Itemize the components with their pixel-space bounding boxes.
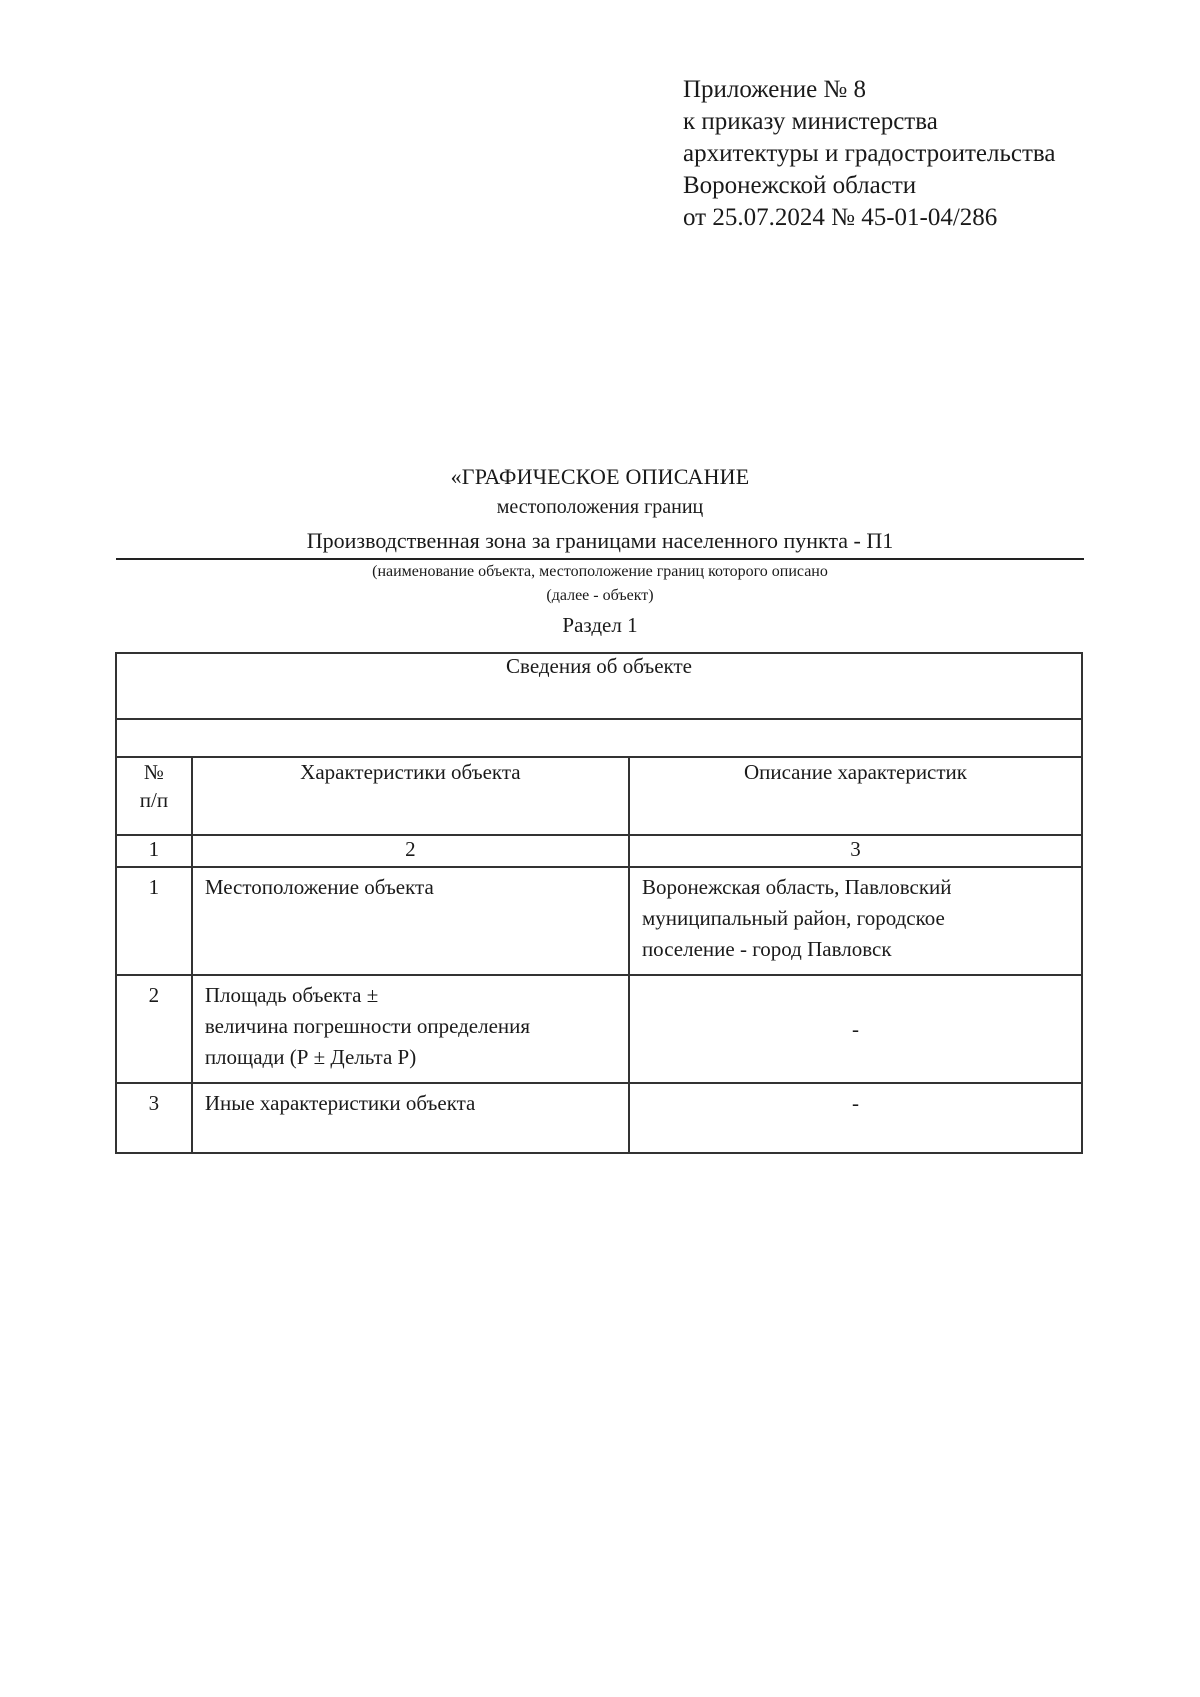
appendix-line: Приложение № 8 xyxy=(683,76,867,103)
object-name: Производственная зона за границами населенного пункта - П1 xyxy=(116,526,1084,560)
appendix-line: Воронежской области xyxy=(683,172,917,199)
table-row xyxy=(116,975,1082,1083)
table-column-numbers-row xyxy=(116,835,1082,867)
row-characteristic xyxy=(192,1083,629,1153)
description-line: муниципальный район, городское xyxy=(641,906,945,930)
table-heading-row xyxy=(116,653,1082,719)
row-description: - xyxy=(629,1083,1082,1153)
document-title-block xyxy=(116,462,1084,640)
description-line: Воронежская область, Павловский xyxy=(641,875,952,899)
appendix-line: к приказу министерства xyxy=(683,108,938,135)
table-blank-row xyxy=(116,719,1082,757)
header-number-line: № xyxy=(143,760,164,784)
header-cell-characteristics: Характеристики объекта xyxy=(192,757,629,835)
header-number-line: п/п xyxy=(139,788,169,812)
characteristic-line: Иные характеристики объекта xyxy=(204,1091,476,1115)
row-description: - xyxy=(629,975,1082,1083)
section-label: Раздел 1 xyxy=(562,613,638,637)
characteristic-line: площади (Р ± Дельта Р) xyxy=(204,1045,417,1069)
characteristic-line: Местоположение объекта xyxy=(204,875,434,899)
object-name-caption: (далее - объект) xyxy=(546,587,654,604)
characteristic-line: величина погрешности определения xyxy=(204,1014,531,1038)
table-blank-cell xyxy=(116,719,1082,757)
row-number: 2 xyxy=(116,975,192,1083)
row-characteristic xyxy=(192,867,629,975)
row-description xyxy=(629,867,1082,975)
table-heading: Сведения об объекте xyxy=(116,653,1082,719)
description-line: поселение - город Павловск xyxy=(641,937,892,961)
document-subtitle: местоположения границ xyxy=(496,496,704,518)
appendix-line: от 25.07.2024 № 45-01-04/286 xyxy=(683,204,998,231)
appendix-header xyxy=(683,74,1055,234)
object-info-table xyxy=(115,652,1083,1154)
table-header-row xyxy=(116,757,1082,835)
column-number-cell: 1 xyxy=(116,835,192,867)
characteristic-line: Площадь объекта ± xyxy=(204,983,379,1007)
column-number-cell: 3 xyxy=(629,835,1082,867)
document-title: «ГРАФИЧЕСКОЕ ОПИСАНИЕ xyxy=(450,464,750,489)
header-cell-description: Описание характеристик xyxy=(629,757,1082,835)
table-row xyxy=(116,867,1082,975)
row-characteristic xyxy=(192,975,629,1083)
object-name-caption: (наименование объекта, местоположение границ которого описано xyxy=(372,563,828,580)
header-cell-number xyxy=(116,757,192,835)
row-number: 1 xyxy=(116,867,192,975)
appendix-line: архитектуры и градостроительства xyxy=(683,140,1056,167)
row-number: 3 xyxy=(116,1083,192,1153)
table-row xyxy=(116,1083,1082,1153)
column-number-cell: 2 xyxy=(192,835,629,867)
